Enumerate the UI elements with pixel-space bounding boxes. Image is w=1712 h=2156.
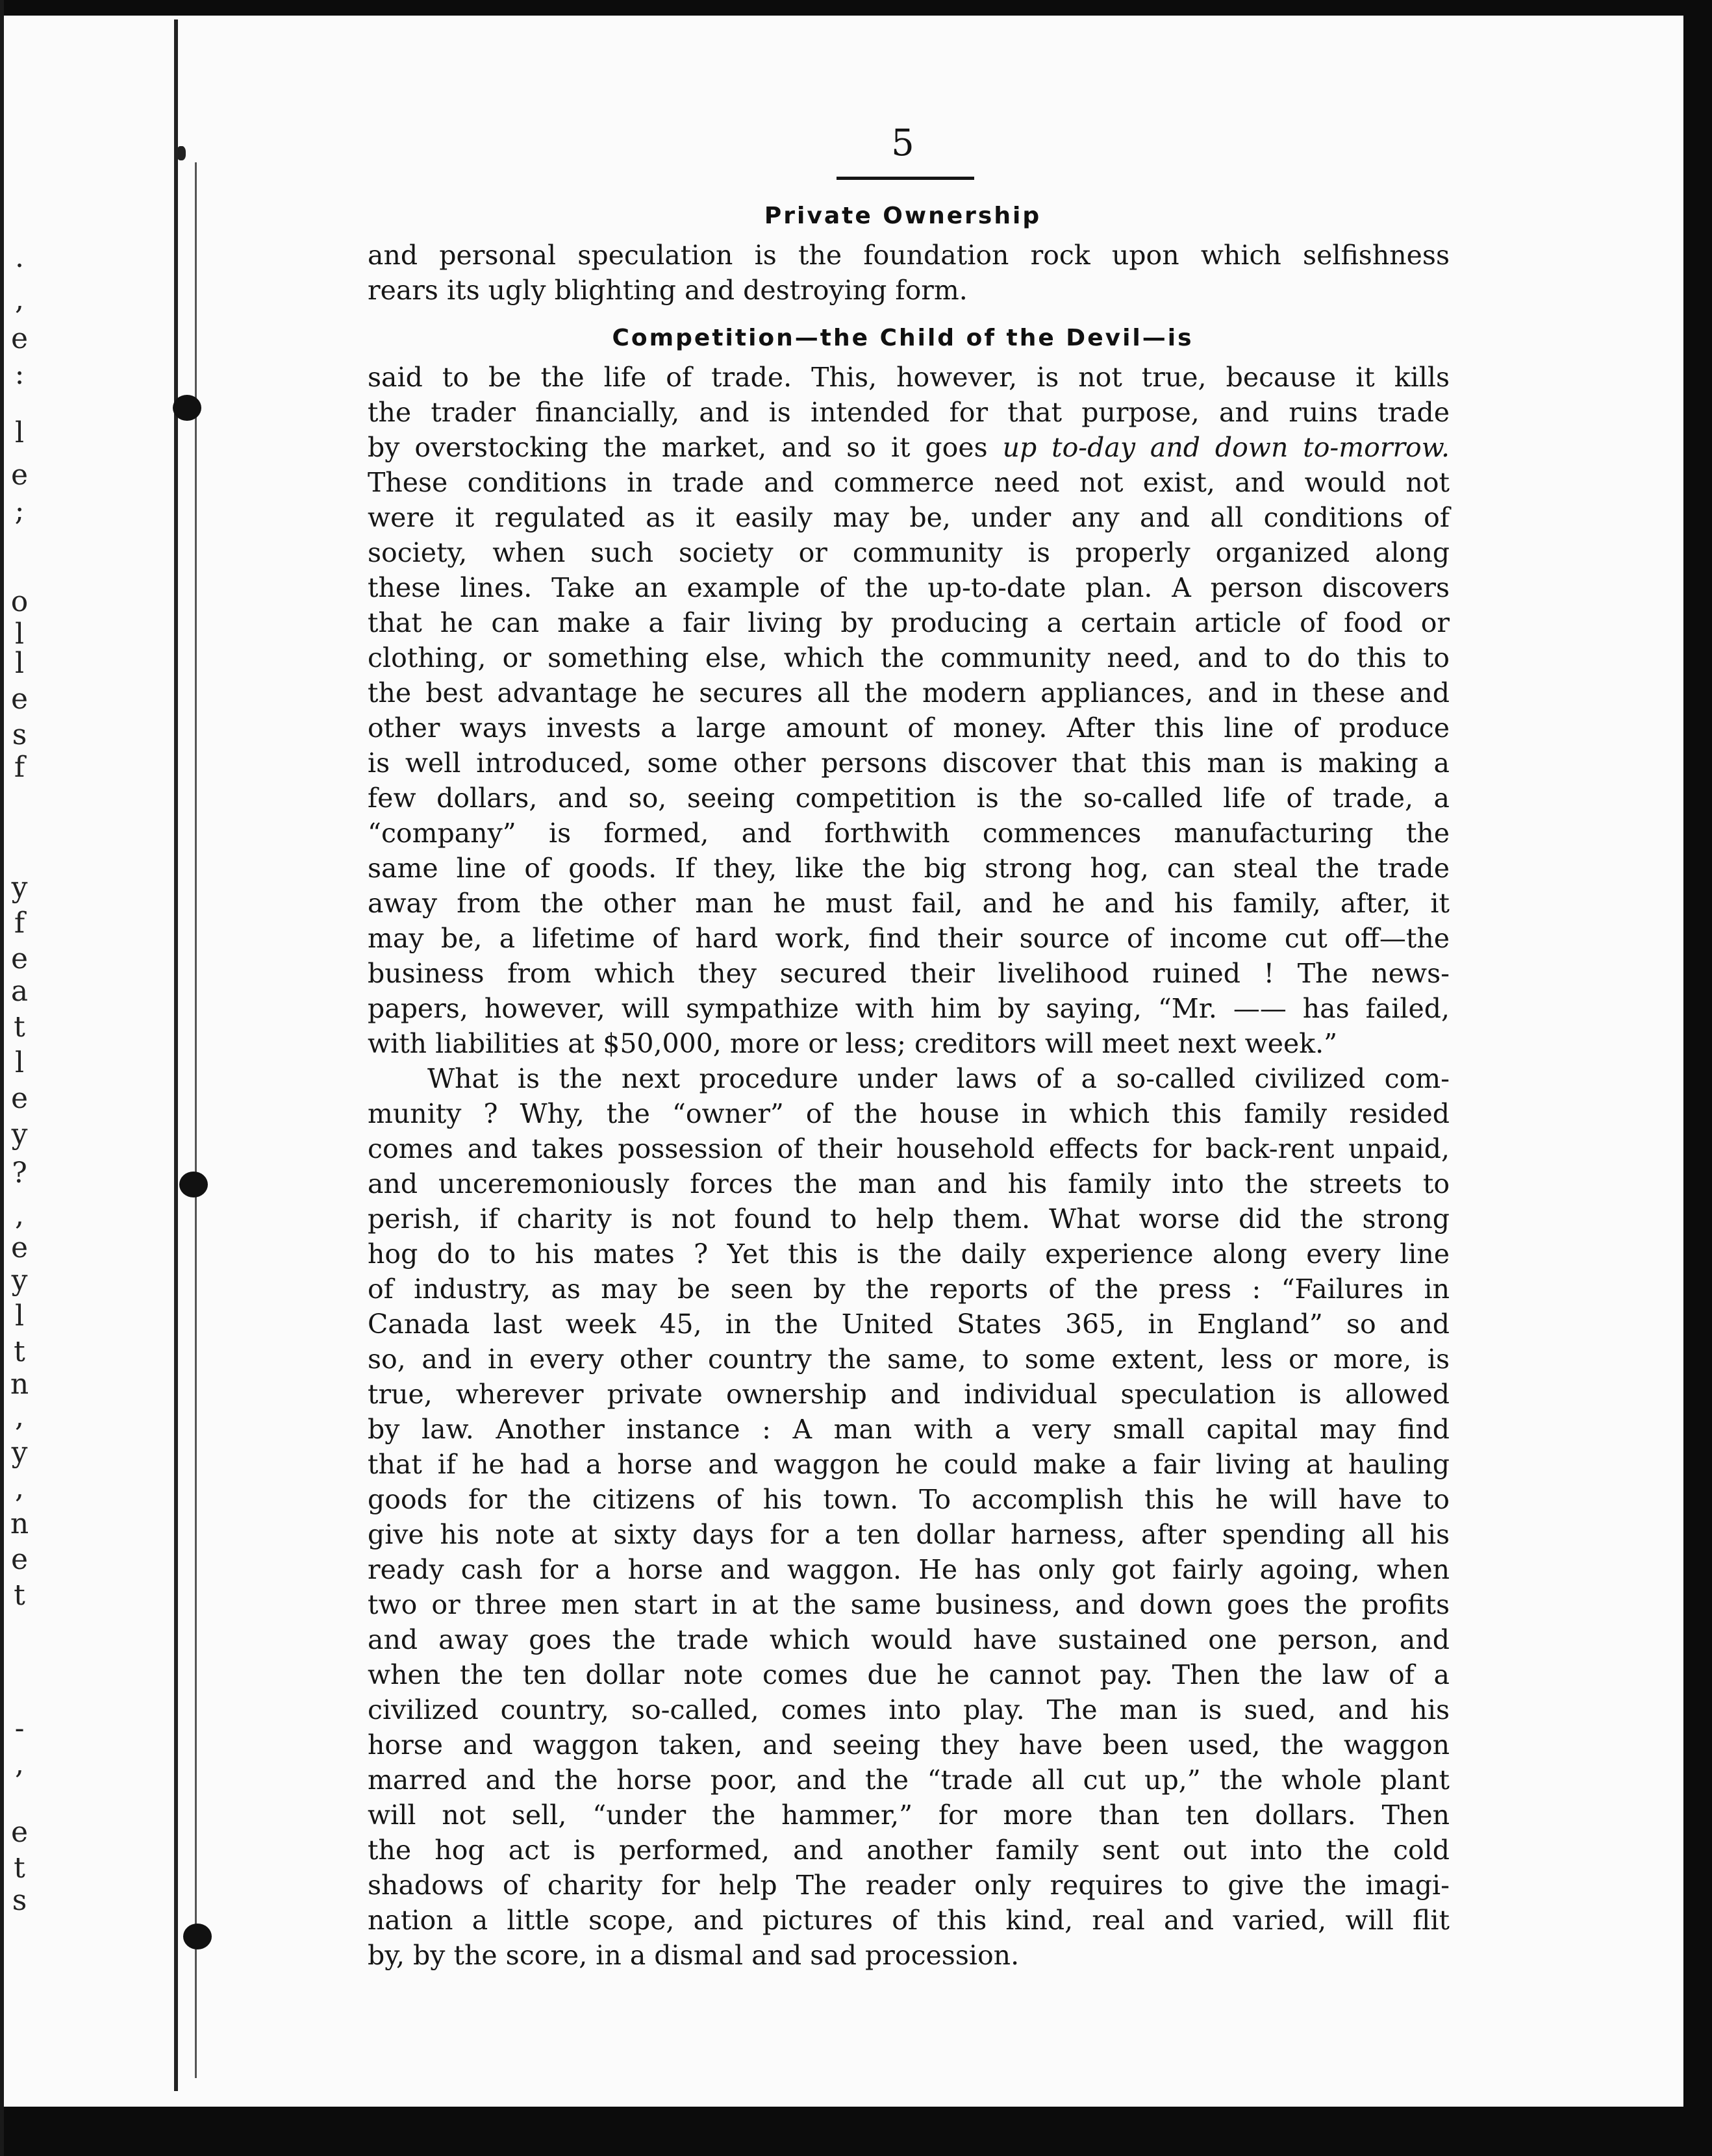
facing-page-char: , xyxy=(15,1400,24,1433)
text-line: away from the other man he must fail, and he and his family, after, it xyxy=(368,888,1450,919)
facing-page-char: s xyxy=(12,718,27,751)
italic-phrase: up to-day and down to-morrow. xyxy=(1002,432,1450,463)
facing-page-char: , xyxy=(15,1472,24,1505)
text-line: that if he had a horse and waggon he could make a fair living at hauling xyxy=(368,1449,1450,1480)
facing-page-char: a xyxy=(10,975,29,1008)
text-line: when the ten dollar note comes due he cannot pay. Then the law of a xyxy=(368,1659,1450,1690)
gutter-fold-line xyxy=(174,19,178,2091)
facing-page-char: . xyxy=(15,241,24,274)
facing-page-char: : xyxy=(14,358,25,391)
facing-page-char: ; xyxy=(14,494,25,527)
text-line: munity ? Why, the “owner” of the house in which this family resided xyxy=(368,1098,1450,1129)
scan-border-left xyxy=(0,0,4,2156)
facing-page-char: e xyxy=(10,458,29,492)
text-line: were it regulated as it easily may be, under any and all conditions of xyxy=(368,502,1450,533)
text-line: by overstocking the market, and so it goes up to-day and down to-morrow. xyxy=(368,432,1450,463)
scan-border-bottom xyxy=(0,2107,1712,2156)
text-line: society, when such society or community is properly organized along xyxy=(368,537,1450,568)
text-line: goods for the citizens of his town. To accomplish this he will have to xyxy=(368,1484,1450,1515)
text-line: hog do to his mates ? Yet this is the daily experience along every line xyxy=(368,1238,1450,1270)
text-line: What is the next procedure under laws of a so-called civilized com- xyxy=(427,1063,1450,1094)
text-line: and unceremoniously forces the man and his family into the streets to xyxy=(368,1168,1450,1199)
facing-page-char: y xyxy=(11,1264,28,1297)
scan-border-right xyxy=(1683,0,1712,2156)
text-line: horse and waggon taken, and seeing they have been used, the waggon xyxy=(368,1729,1450,1761)
text-line: and away goes the trade which would have sustained one person, and xyxy=(368,1624,1450,1655)
facing-page-char: ? xyxy=(12,1157,27,1190)
facing-page-char: , xyxy=(15,1748,24,1781)
section-heading: Competition—the Child of the Devil—is xyxy=(612,325,1194,351)
text-line: nation a little scope, and pictures of this kind, real and varied, will flit xyxy=(368,1905,1450,1936)
text-line: comes and takes possession of their household effects for back-rent unpaid, xyxy=(368,1133,1450,1164)
section-heading: Private Ownership xyxy=(764,203,1042,229)
facing-page-char: e xyxy=(10,322,29,355)
binding-hole-icon xyxy=(179,1172,208,1197)
text-line: business from which they secured their livelihood ruined ! The news- xyxy=(368,958,1450,989)
text-line: may be, a lifetime of hard work, find their source of income cut off—the xyxy=(368,923,1450,954)
text-line: true, wherever private ownership and individual speculation is allowed xyxy=(368,1379,1450,1410)
text-line: civilized country, so-called, comes into play. The man is sued, and his xyxy=(368,1694,1450,1725)
facing-page-char: y xyxy=(11,871,28,904)
facing-page-char: l xyxy=(14,618,25,651)
text-line: will not sell, “under the hammer,” for more than ten dollars. Then xyxy=(368,1799,1450,1831)
text-line: rears its ugly blighting and destroying form. xyxy=(368,275,968,306)
facing-page-char: n xyxy=(10,1368,29,1401)
facing-page-char: f xyxy=(14,907,25,940)
facing-page-char: l xyxy=(14,647,25,680)
facing-page-char: n xyxy=(10,1507,29,1540)
facing-page-char: e xyxy=(10,942,29,975)
text-line: said to be the life of trade. This, however, is not true, because it kills xyxy=(368,362,1450,393)
facing-page-char: e xyxy=(10,1816,29,1849)
binding-mark-icon xyxy=(177,146,186,160)
text-line: is well introduced, some other persons discover that this man is making a xyxy=(368,747,1450,779)
facing-page-char: l xyxy=(14,1046,25,1079)
facing-page-char: e xyxy=(10,1543,29,1576)
text-line: These conditions in trade and commerce need not exist, and would not xyxy=(368,467,1450,498)
text-line: perish, if charity is not found to help them. What worse did the strong xyxy=(368,1203,1450,1235)
text-line: by, by the score, in a dismal and sad procession. xyxy=(368,1940,1020,1971)
page-number: 5 xyxy=(891,122,914,164)
facing-page-char: , xyxy=(15,283,24,316)
text-line: the trader financially, and is intended for that purpose, and ruins trade xyxy=(368,397,1450,428)
binding-hole-icon xyxy=(183,1924,212,1949)
facing-page-char: , xyxy=(15,1199,24,1232)
facing-page-char: y xyxy=(11,1436,28,1469)
facing-page-char: t xyxy=(14,1579,25,1612)
facing-page-char: f xyxy=(14,751,25,784)
facing-page-char: t xyxy=(14,1010,25,1044)
facing-page-char: l xyxy=(14,1299,25,1333)
text-line: other ways invests a large amount of money. After this line of produce xyxy=(368,712,1450,744)
facing-page-char: - xyxy=(14,1712,25,1745)
section-body xyxy=(368,360,1450,1973)
text-line: the hog act is performed, and another family sent out into the cold xyxy=(368,1835,1450,1866)
text-line: that he can make a fair living by producing a certain article of food or xyxy=(368,607,1450,638)
gutter-shadow-line xyxy=(195,162,197,2078)
text-line: “company” is formed, and forthwith commences manufacturing the xyxy=(368,818,1450,849)
text-line: two or three men start in at the same business, and down goes the profits xyxy=(368,1589,1450,1620)
facing-page-char: e xyxy=(10,683,29,716)
facing-page-char: t xyxy=(14,1851,25,1885)
text-line: so, and in every other country the same, to some extent, less or more, is xyxy=(368,1344,1450,1375)
facing-page-char: t xyxy=(14,1335,25,1368)
text-line: papers, however, will sympathize with him by saying, “Mr. —— has failed, xyxy=(368,993,1450,1024)
facing-page-char: o xyxy=(10,585,29,618)
facing-page-char: s xyxy=(12,1884,27,1917)
text-line: same line of goods. If they, like the big strong hog, can steal the trade xyxy=(368,853,1450,884)
page-number-rule xyxy=(837,177,974,180)
text-line: few dollars, and so, seeing competition is the so-called life of trade, a xyxy=(368,783,1450,814)
facing-page-char: y xyxy=(11,1118,28,1151)
text-line: these lines. Take an example of the up-to-date plan. A person discovers xyxy=(368,572,1450,603)
text-line: and personal speculation is the foundation rock upon which selfishness xyxy=(368,240,1450,271)
text-line: by law. Another instance : A man with a very small capital may find xyxy=(368,1414,1450,1445)
facing-page-char: e xyxy=(10,1231,29,1264)
text-line: give his note at sixty days for a ten dollar harness, after spending all his xyxy=(368,1519,1450,1550)
scan-border-top xyxy=(0,0,1712,16)
facing-page-char: l xyxy=(14,416,25,449)
section-body xyxy=(368,238,1450,308)
text-line: the best advantage he secures all the modern appliances, and in these and xyxy=(368,677,1450,708)
text-line: marred and the horse poor, and the “trade all cut up,” the whole plant xyxy=(368,1764,1450,1796)
binding-hole-icon xyxy=(173,395,201,421)
text-line: of industry, as may be seen by the reports of the press : “Failures in xyxy=(368,1273,1450,1305)
facing-page-char: e xyxy=(10,1082,29,1115)
text-line: clothing, or something else, which the community need, and to do this to xyxy=(368,642,1450,673)
text-line: with liabilities at $50,000, more or less; creditors will meet next week.” xyxy=(368,1028,1338,1059)
text-line: shadows of charity for help The reader only requires to give the imagi- xyxy=(368,1870,1450,1901)
text-line: Canada last week 45, in the United States 365, in England” so and xyxy=(368,1309,1450,1340)
text-line: ready cash for a horse and waggon. He has only got fairly agoing, when xyxy=(368,1554,1450,1585)
